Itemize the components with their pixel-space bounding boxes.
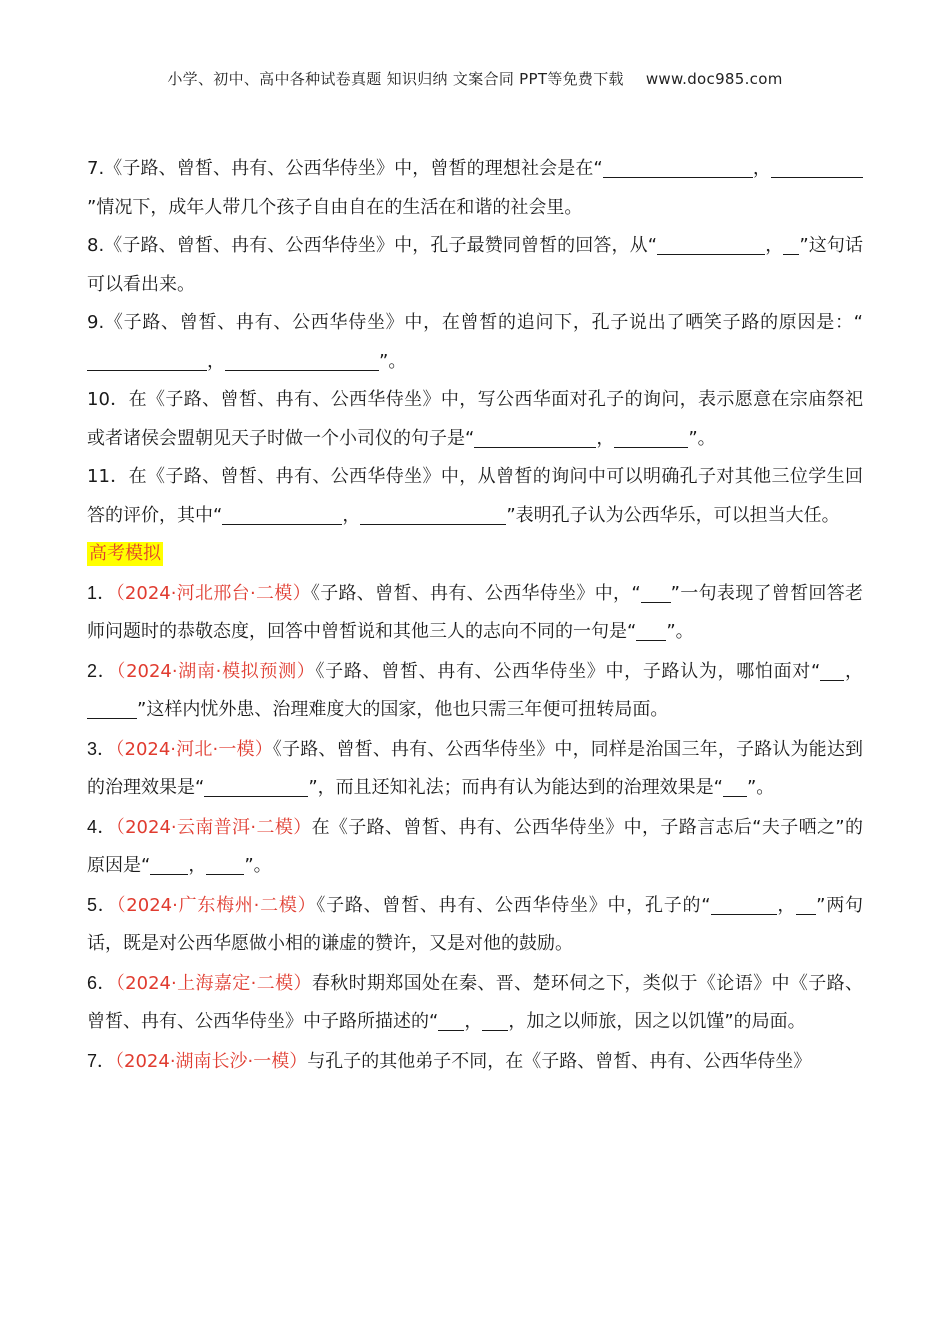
header-text: 小学、初中、高中各种试卷真题 知识归纳 文案合同 PPT等免费下载 <box>167 70 624 88</box>
question-8: 8.《子路、曾皙、冉有、公西华侍坐》中，孔子最赞同曾皙的回答，从“ ， ”这句话可以看出来。 <box>87 235 864 295</box>
answer-blank[interactable] <box>711 893 777 915</box>
mock-question-4: 4．（2024·云南普洱·二模）在《子路、曾皙、冉有、公西华侍坐》中，子路言志后“夫子哂之”的原因是“ ， ”。 <box>87 816 863 876</box>
question-10: 10．在《子路、曾皙、冉有、公西华侍坐》中，写公西华面对孔子的询问，表示愿意在宗庙祭祀或者诸侯会盟朝见天子时做一个小司仪的句子是“ ， ”。 <box>87 389 863 449</box>
question-9: 9.《子路、曾皙、冉有、公西华侍坐》中，在曾皙的追问下，孔子说出了哂笑子路的原因是：“， ”。 <box>87 312 863 372</box>
answer-blank[interactable] <box>723 775 747 797</box>
question-source: （2024·湖南·模拟预测） <box>116 660 316 682</box>
answer-blank[interactable] <box>438 1009 464 1031</box>
answer-blank[interactable] <box>636 619 666 641</box>
question-source: （2024·河北·一模） <box>115 738 273 760</box>
section-title: 高考模拟 <box>89 543 161 564</box>
answer-blank[interactable] <box>820 659 844 681</box>
question-7: 7.《子路、曾皙、冉有、公西华侍坐》中，曾皙的理想社会是在“ ，”情况下，成年人带几个孩子自由自在的生活在和谐的社会里。 <box>87 150 863 227</box>
question-source: （2024·河北邢台·二模） <box>115 582 311 604</box>
answer-blank[interactable] <box>360 503 506 525</box>
answer-blank[interactable] <box>204 775 308 797</box>
answer-blank[interactable] <box>206 853 244 875</box>
answer-blank[interactable] <box>771 156 863 178</box>
answer-blank[interactable] <box>783 233 799 255</box>
mock-question-3: 3．（2024·河北·一模）《子路、曾皙、冉有、公西华侍坐》中，同样是治国三年，子路认为能达到的治理效果是“ ”，而且还知礼法；而冉有认为能达到的治理效果是“ ”。 <box>87 738 863 798</box>
answer-blank[interactable] <box>482 1009 508 1031</box>
mock-question-6: 6．（2024·上海嘉定·二模）春秋时期郑国处在秦、晋、楚环伺之下，类似于《论语》中《子路、曾皙、冉有、公西华侍坐》中子路所描述的“ ， ，加之以师旅，因之以饥馑”的局面。 <box>87 972 863 1032</box>
mock-question-2: 2．（2024·湖南·模拟预测）《子路、曾皙、冉有、公西华侍坐》中，子路认为，哪怕面对“ ，”这样内忧外患、治理难度大的国家，他也只需三年便可扭转局面。 <box>87 660 863 720</box>
answer-blank[interactable] <box>87 349 207 371</box>
question-list <box>87 150 863 1081</box>
question-source: （2024·上海嘉定·二模） <box>115 972 312 994</box>
answer-blank[interactable] <box>225 349 379 371</box>
mock-question-5: 5．（2024·广东梅州·二模）《子路、曾皙、冉有、公西华侍坐》中，孔子的“ ， ”两句话，既是对公西华愿做小相的谦虚的赞许，又是对他的鼓励。 <box>87 894 864 954</box>
question-source: （2024·湖南长沙·一模） <box>115 1050 308 1072</box>
answer-blank[interactable] <box>150 853 188 875</box>
mock-question-7: 7．（2024·湖南长沙·一模）与孔子的其他弟子不同，在《子路、曾皙、冉有、公西华侍坐》 <box>87 1050 812 1072</box>
answer-blank[interactable] <box>614 426 688 448</box>
answer-blank[interactable] <box>603 156 753 178</box>
page-header <box>0 68 950 89</box>
answer-blank[interactable] <box>657 233 765 255</box>
answer-blank[interactable] <box>796 893 816 915</box>
header-url[interactable]: www.doc985.com <box>645 70 783 88</box>
answer-blank[interactable] <box>87 697 137 719</box>
question-source: （2024·云南普洱·二模） <box>115 816 312 838</box>
answer-blank[interactable] <box>222 503 342 525</box>
mock-question-1: 1．（2024·河北邢台·二模）《子路、曾皙、冉有、公西华侍坐》中，“ ”一句表现了曾皙回答老师问题时的恭敬态度，回答中曾皙说和其他三人的志向不同的一句是“ ”。 <box>87 582 864 642</box>
answer-blank[interactable] <box>474 426 596 448</box>
question-source: （2024·广东梅州·二模） <box>116 894 317 916</box>
answer-blank[interactable] <box>641 581 671 603</box>
question-11: 11．在《子路、曾皙、冉有、公西华侍坐》中，从曾皙的询问中可以明确孔子对其他三位学生回答的评价，其中“ ， ”表明孔子认为公西华乐，可以担当大任。 <box>87 466 863 526</box>
